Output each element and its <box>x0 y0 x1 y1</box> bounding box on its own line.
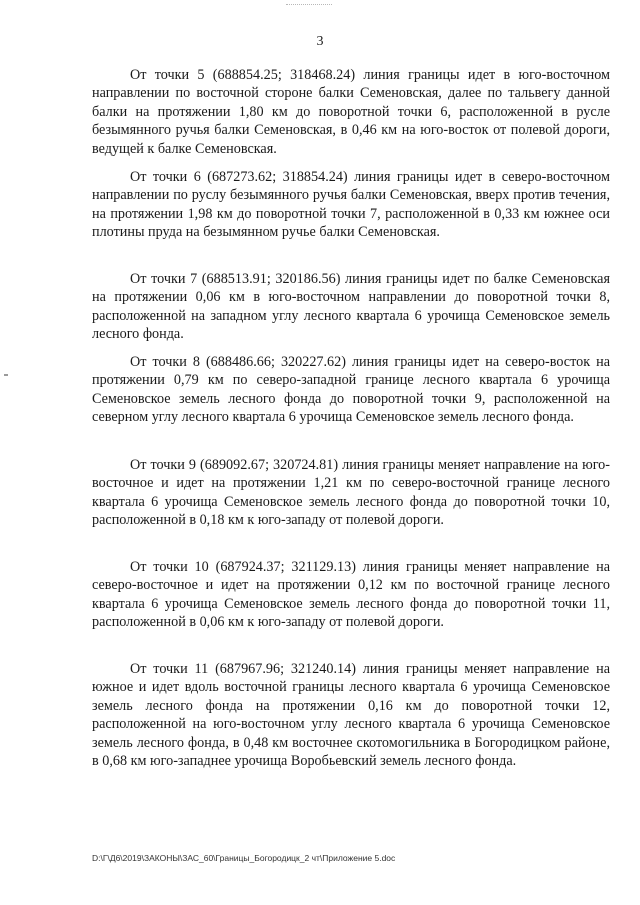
page-number: 3 <box>316 34 324 49</box>
footer-file-path: D:\Г\Д6\2019\ЗАКОНЫ\ЗАС_60\Границы_Богородицк_2 чт\Приложение 5.doc <box>92 853 396 863</box>
paragraph-point-7: От точки 7 (688513.91; 320186.56) линия границы идет по балке Семеновская на протяжении 0,06 км в юго-восточном направлении до поворотной точки 8, расположенной на западном углу лесного квартала 6 урочища Семеновское земель лесного фонда. <box>92 271 610 343</box>
paragraph-point-5: От точки 5 (688854.25; 318468.24) линия границы идет в юго-восточном направлении по восточной стороне балки Семеновская, далее по тальвегу данной балки на протяжении 1,80 км до поворотной точки 6, расположенной в русле безымянного ручья балки Семеновская, в 0,46 км на юго-восток от полевой дороги, ведущей к балке Семеновская. <box>92 67 610 157</box>
paragraph-point-8: От точки 8 (688486.66; 320227.62) линия границы идет на северо-восток на протяжении 0,79 км по северо-западной границе лесного квартала 6 урочища Семеновское земель лесного фонда до поворотной точки 9, расположенной на северном углу лесного квартала 6 урочища Семеновское земель лесного фонда. <box>92 354 610 426</box>
paragraph-point-6: От точки 6 (687273.62; 318854.24) линия границы идет в северо-восточном направлении по руслу безымянного ручья балки Семеновская, вверх против течения, на протяжении 1,98 км до поворотной точки 7, расположенной в 0,33 км южнее оси плотины пруда на безымянном ручье балки Семеновская. <box>92 169 610 241</box>
paragraph-point-11: От точки 11 (687967.96; 321240.14) линия границы меняет направление на южное и идет вдоль восточной границы лесного квартала 6 урочища Семеновское земель лесного фонда на протяжении 0,16 км до поворотной точки 12, расположенной на юго-восточном углу лесного квартала 6 урочища Семеновское земель лесного фонда, в 0,48 км восточнее скотомогильника в Богородицком районе, в 0,68 км юго-западнее урочища Воробьевский земель лесного фонда. <box>92 661 610 770</box>
paragraph-point-10: От точки 10 (687924.37; 321129.13) линия границы меняет направление на северо-восточное и идет на протяжении 0,12 км по восточной границе лесного квартала 6 урочища Семеновское земель лесного фонда до поворотной точки 11, расположенной в 0,06 км к юго-западу от полевой дороги. <box>92 559 610 631</box>
paragraph-point-9: От точки 9 (689092.67; 320724.81) линия границы меняет направление на юго-восточное и идет на протяжении 1,21 км по северо-восточной границе лесного квартала 6 урочища Семеновское земель лесного фонда до поворотной точки 10, расположенной в 0,18 км к юго-западу от полевой дороги. <box>92 457 610 529</box>
margin-artifact <box>4 374 8 376</box>
scan-artifact <box>286 4 332 9</box>
